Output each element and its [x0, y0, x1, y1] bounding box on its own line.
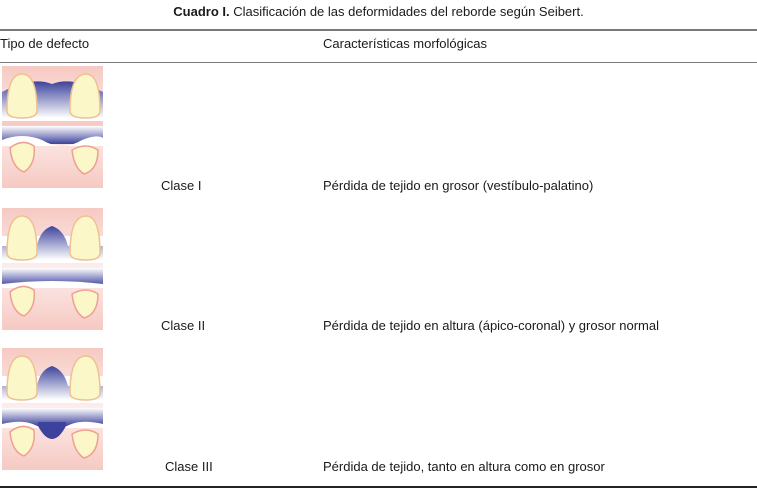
top-rule [0, 29, 757, 31]
class-description: Pérdida de tejido en altura (ápico-coronal) y grosor normal [323, 318, 660, 333]
bottom-rule [0, 486, 757, 488]
caption-text: Clasificación de las deformidades del reborde según Seibert. [229, 4, 584, 19]
class-description: Pérdida de tejido en grosor (vestíbulo-palatino) [323, 178, 594, 193]
ridge-defect-class-3-illustration [2, 348, 103, 470]
header-rule [0, 62, 757, 63]
header-morphology: Características morfológicas [323, 36, 487, 51]
caption-label: Cuadro I. [173, 4, 230, 19]
class-label: Clase II [161, 318, 206, 333]
header-defect-type: Tipo de defecto [0, 36, 90, 51]
ridge-defect-class-2-illustration [2, 208, 103, 330]
class-description: Pérdida de tejido, tanto en altura como en grosor [323, 459, 605, 474]
class-label: Clase I [161, 178, 202, 193]
class-label: Clase III [165, 459, 213, 474]
table-caption [0, 4, 757, 19]
ridge-defect-class-1-illustration [2, 66, 103, 188]
